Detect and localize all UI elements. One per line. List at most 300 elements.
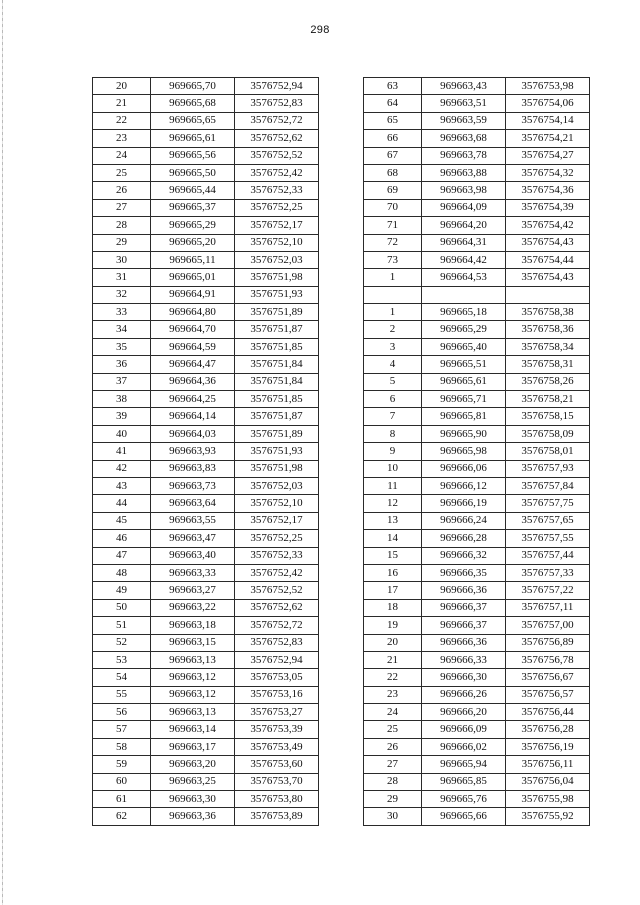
point-number-cell: 26 [93, 182, 151, 199]
x-coordinate-cell: 969663,17 [151, 738, 235, 755]
table-row [364, 95, 590, 112]
x-coordinate-cell: 969664,53 [422, 269, 506, 286]
x-coordinate-cell: 969663,14 [151, 721, 235, 738]
y-coordinate-cell: 3576752,52 [235, 582, 319, 599]
table-row [364, 460, 590, 477]
table-row [364, 617, 590, 634]
point-number-cell: 19 [364, 617, 422, 634]
table-row [93, 773, 319, 790]
x-coordinate-cell: 969664,47 [151, 356, 235, 373]
y-coordinate-cell: 3576756,44 [506, 704, 590, 721]
point-number-cell: 20 [93, 78, 151, 95]
y-coordinate-cell: 3576751,84 [235, 373, 319, 390]
point-number-cell: 27 [93, 199, 151, 216]
x-coordinate-cell: 969665,51 [422, 356, 506, 373]
table-row [364, 112, 590, 129]
point-number-cell: 36 [93, 356, 151, 373]
table-row [364, 304, 590, 321]
y-coordinate-cell: 3576757,75 [506, 495, 590, 512]
table-row [364, 547, 590, 564]
y-coordinate-cell: 3576753,39 [235, 721, 319, 738]
y-coordinate-cell: 3576756,04 [506, 773, 590, 790]
table-row [93, 112, 319, 129]
x-coordinate-cell: 969665,98 [422, 443, 506, 460]
y-coordinate-cell: 3576754,39 [506, 199, 590, 216]
table-row [93, 78, 319, 95]
point-number-cell: 67 [364, 147, 422, 164]
x-coordinate-cell: 969666,37 [422, 599, 506, 616]
y-coordinate-cell: 3576752,72 [235, 617, 319, 634]
y-coordinate-cell [506, 286, 590, 303]
y-coordinate-cell: 3576753,60 [235, 756, 319, 773]
table-row [364, 199, 590, 216]
point-number-cell: 9 [364, 443, 422, 460]
point-number-cell: 58 [93, 738, 151, 755]
point-number-cell: 6 [364, 391, 422, 408]
x-coordinate-cell: 969666,19 [422, 495, 506, 512]
table-row [364, 530, 590, 547]
table-row [364, 217, 590, 234]
point-number-cell: 60 [93, 773, 151, 790]
y-coordinate-cell: 3576751,85 [235, 391, 319, 408]
page-number: 298 [310, 24, 330, 36]
point-number-cell: 23 [364, 686, 422, 703]
y-coordinate-cell: 3576756,19 [506, 738, 590, 755]
point-number-cell: 41 [93, 443, 151, 460]
table-row [364, 686, 590, 703]
y-coordinate-cell: 3576753,27 [235, 704, 319, 721]
x-coordinate-cell: 969664,31 [422, 234, 506, 251]
y-coordinate-cell: 3576755,98 [506, 791, 590, 808]
x-coordinate-cell: 969665,68 [151, 95, 235, 112]
table-row [364, 373, 590, 390]
table-row [364, 182, 590, 199]
x-coordinate-cell: 969666,36 [422, 634, 506, 651]
y-coordinate-cell: 3576756,11 [506, 756, 590, 773]
x-coordinate-cell: 969664,59 [151, 338, 235, 355]
point-number-cell: 65 [364, 112, 422, 129]
y-coordinate-cell: 3576752,33 [235, 547, 319, 564]
table-row [93, 530, 319, 547]
y-coordinate-cell: 3576751,89 [235, 425, 319, 442]
y-coordinate-cell: 3576757,55 [506, 530, 590, 547]
table-row [364, 251, 590, 268]
point-number-cell: 8 [364, 425, 422, 442]
table-row [364, 234, 590, 251]
y-coordinate-cell: 3576758,31 [506, 356, 590, 373]
y-coordinate-cell: 3576752,10 [235, 495, 319, 512]
table-row [93, 704, 319, 721]
table-row [93, 304, 319, 321]
table-row [364, 338, 590, 355]
point-number-cell: 1 [364, 269, 422, 286]
point-number-cell: 45 [93, 512, 151, 529]
y-coordinate-cell: 3576758,21 [506, 391, 590, 408]
y-coordinate-cell: 3576753,70 [235, 773, 319, 790]
coordinates-table-left-body [93, 78, 319, 826]
point-number-cell: 13 [364, 512, 422, 529]
table-row [364, 756, 590, 773]
table-row [93, 756, 319, 773]
y-coordinate-cell: 3576756,57 [506, 686, 590, 703]
y-coordinate-cell: 3576752,03 [235, 477, 319, 494]
point-number-cell: 68 [364, 164, 422, 181]
x-coordinate-cell: 969665,50 [151, 164, 235, 181]
point-number-cell: 52 [93, 634, 151, 651]
y-coordinate-cell: 3576752,72 [235, 112, 319, 129]
x-coordinate-cell: 969665,40 [422, 338, 506, 355]
table-row [93, 669, 319, 686]
table-row [364, 269, 590, 286]
x-coordinate-cell: 969665,94 [422, 756, 506, 773]
x-coordinate-cell: 969666,26 [422, 686, 506, 703]
x-coordinate-cell: 969663,98 [422, 182, 506, 199]
x-coordinate-cell: 969663,59 [422, 112, 506, 129]
point-number-cell: 54 [93, 669, 151, 686]
x-coordinate-cell: 969666,06 [422, 460, 506, 477]
table-row [364, 425, 590, 442]
x-coordinate-cell: 969666,36 [422, 582, 506, 599]
point-number-cell: 2 [364, 321, 422, 338]
point-number-cell: 42 [93, 460, 151, 477]
x-coordinate-cell: 969665,61 [422, 373, 506, 390]
point-number-cell: 63 [364, 78, 422, 95]
y-coordinate-cell: 3576754,44 [506, 251, 590, 268]
table-row [93, 321, 319, 338]
table-row [364, 669, 590, 686]
x-coordinate-cell: 969663,47 [151, 530, 235, 547]
point-number-cell: 44 [93, 495, 151, 512]
x-coordinate-cell: 969664,03 [151, 425, 235, 442]
point-number-cell: 53 [93, 651, 151, 668]
point-number-cell: 73 [364, 251, 422, 268]
point-number-cell: 40 [93, 425, 151, 442]
point-number-cell: 38 [93, 391, 151, 408]
x-coordinate-cell: 969663,68 [422, 130, 506, 147]
y-coordinate-cell: 3576757,11 [506, 599, 590, 616]
table-row [93, 808, 319, 825]
x-coordinate-cell: 969663,15 [151, 634, 235, 651]
y-coordinate-cell: 3576753,80 [235, 791, 319, 808]
table-row [364, 495, 590, 512]
x-coordinate-cell [422, 286, 506, 303]
y-coordinate-cell: 3576752,94 [235, 651, 319, 668]
table-row [93, 373, 319, 390]
x-coordinate-cell: 969663,22 [151, 599, 235, 616]
table-row [93, 617, 319, 634]
y-coordinate-cell: 3576752,83 [235, 95, 319, 112]
point-number-cell: 11 [364, 477, 422, 494]
y-coordinate-cell: 3576751,85 [235, 338, 319, 355]
point-number-cell: 17 [364, 582, 422, 599]
table-row [93, 634, 319, 651]
point-number-cell: 47 [93, 547, 151, 564]
y-coordinate-cell: 3576758,15 [506, 408, 590, 425]
point-number-cell: 25 [93, 164, 151, 181]
x-coordinate-cell: 969663,83 [151, 460, 235, 477]
point-number-cell: 51 [93, 617, 151, 634]
x-coordinate-cell: 969666,20 [422, 704, 506, 721]
table-row [364, 651, 590, 668]
table-row [93, 425, 319, 442]
table-row [93, 791, 319, 808]
x-coordinate-cell: 969663,33 [151, 564, 235, 581]
x-coordinate-cell: 969664,42 [422, 251, 506, 268]
x-coordinate-cell: 969665,85 [422, 773, 506, 790]
point-number-cell: 31 [93, 269, 151, 286]
point-number-cell: 69 [364, 182, 422, 199]
table-row [364, 599, 590, 616]
point-number-cell [364, 286, 422, 303]
table-row [364, 791, 590, 808]
table-row [364, 634, 590, 651]
x-coordinate-cell: 969666,33 [422, 651, 506, 668]
table-row [364, 773, 590, 790]
table-row [93, 460, 319, 477]
point-number-cell: 32 [93, 286, 151, 303]
point-number-cell: 50 [93, 599, 151, 616]
x-coordinate-cell: 969664,36 [151, 373, 235, 390]
y-coordinate-cell: 3576756,28 [506, 721, 590, 738]
x-coordinate-cell: 969666,37 [422, 617, 506, 634]
y-coordinate-cell: 3576751,87 [235, 408, 319, 425]
table-row [364, 738, 590, 755]
point-number-cell: 48 [93, 564, 151, 581]
y-coordinate-cell: 3576758,34 [506, 338, 590, 355]
point-number-cell: 12 [364, 495, 422, 512]
y-coordinate-cell: 3576754,14 [506, 112, 590, 129]
table-row [93, 599, 319, 616]
table-row [364, 78, 590, 95]
point-number-cell: 26 [364, 738, 422, 755]
point-number-cell: 62 [93, 808, 151, 825]
y-coordinate-cell: 3576752,94 [235, 78, 319, 95]
table-row [364, 443, 590, 460]
coordinates-table-right [363, 77, 590, 826]
y-coordinate-cell: 3576752,17 [235, 217, 319, 234]
y-coordinate-cell: 3576752,52 [235, 147, 319, 164]
y-coordinate-cell: 3576751,84 [235, 356, 319, 373]
y-coordinate-cell: 3576753,16 [235, 686, 319, 703]
table-row [364, 356, 590, 373]
point-number-cell: 59 [93, 756, 151, 773]
table-row [93, 251, 319, 268]
x-coordinate-cell: 969663,43 [422, 78, 506, 95]
x-coordinate-cell: 969663,36 [151, 808, 235, 825]
table-row [93, 95, 319, 112]
table-row [93, 217, 319, 234]
point-number-cell: 29 [364, 791, 422, 808]
x-coordinate-cell: 969663,93 [151, 443, 235, 460]
table-row [93, 686, 319, 703]
y-coordinate-cell: 3576754,42 [506, 217, 590, 234]
y-coordinate-cell: 3576752,62 [235, 599, 319, 616]
x-coordinate-cell: 969663,51 [422, 95, 506, 112]
y-coordinate-cell: 3576752,62 [235, 130, 319, 147]
y-coordinate-cell: 3576758,38 [506, 304, 590, 321]
y-coordinate-cell: 3576757,65 [506, 512, 590, 529]
x-coordinate-cell: 969663,30 [151, 791, 235, 808]
x-coordinate-cell: 969665,01 [151, 269, 235, 286]
y-coordinate-cell: 3576757,93 [506, 460, 590, 477]
point-number-cell: 24 [93, 147, 151, 164]
point-number-cell: 64 [364, 95, 422, 112]
x-coordinate-cell: 969664,70 [151, 321, 235, 338]
table-row [364, 408, 590, 425]
table-row [364, 147, 590, 164]
x-coordinate-cell: 969665,20 [151, 234, 235, 251]
table-row [364, 721, 590, 738]
point-number-cell: 20 [364, 634, 422, 651]
point-number-cell: 27 [364, 756, 422, 773]
y-coordinate-cell: 3576756,89 [506, 634, 590, 651]
y-coordinate-cell: 3576754,32 [506, 164, 590, 181]
point-number-cell: 1 [364, 304, 422, 321]
x-coordinate-cell: 969665,29 [151, 217, 235, 234]
point-number-cell: 28 [93, 217, 151, 234]
x-coordinate-cell: 969665,61 [151, 130, 235, 147]
y-coordinate-cell: 3576751,98 [235, 269, 319, 286]
x-coordinate-cell: 969665,56 [151, 147, 235, 164]
y-coordinate-cell: 3576752,42 [235, 164, 319, 181]
table-row [364, 512, 590, 529]
y-coordinate-cell: 3576754,21 [506, 130, 590, 147]
table-row [93, 547, 319, 564]
x-coordinate-cell: 969666,12 [422, 477, 506, 494]
point-number-cell: 16 [364, 564, 422, 581]
x-coordinate-cell: 969663,88 [422, 164, 506, 181]
point-number-cell: 34 [93, 321, 151, 338]
y-coordinate-cell: 3576758,01 [506, 443, 590, 460]
y-coordinate-cell: 3576757,22 [506, 582, 590, 599]
y-coordinate-cell: 3576756,67 [506, 669, 590, 686]
point-number-cell: 22 [93, 112, 151, 129]
y-coordinate-cell: 3576755,92 [506, 808, 590, 825]
point-number-cell: 35 [93, 338, 151, 355]
table-row [93, 164, 319, 181]
point-number-cell: 22 [364, 669, 422, 686]
x-coordinate-cell: 969665,11 [151, 251, 235, 268]
y-coordinate-cell: 3576754,06 [506, 95, 590, 112]
table-row [364, 164, 590, 181]
point-number-cell: 21 [93, 95, 151, 112]
table-row [93, 338, 319, 355]
y-coordinate-cell: 3576752,10 [235, 234, 319, 251]
x-coordinate-cell: 969666,30 [422, 669, 506, 686]
table-row [364, 286, 590, 303]
point-number-cell: 57 [93, 721, 151, 738]
point-number-cell: 61 [93, 791, 151, 808]
x-coordinate-cell: 969665,76 [422, 791, 506, 808]
x-coordinate-cell: 969666,35 [422, 564, 506, 581]
table-row [93, 721, 319, 738]
y-coordinate-cell: 3576756,78 [506, 651, 590, 668]
x-coordinate-cell: 969665,44 [151, 182, 235, 199]
y-coordinate-cell: 3576753,05 [235, 669, 319, 686]
point-number-cell: 7 [364, 408, 422, 425]
point-number-cell: 46 [93, 530, 151, 547]
point-number-cell: 3 [364, 338, 422, 355]
point-number-cell: 28 [364, 773, 422, 790]
table-row [93, 512, 319, 529]
x-coordinate-cell: 969664,09 [422, 199, 506, 216]
point-number-cell: 5 [364, 373, 422, 390]
y-coordinate-cell: 3576753,98 [506, 78, 590, 95]
table-row [93, 147, 319, 164]
x-coordinate-cell: 969665,29 [422, 321, 506, 338]
y-coordinate-cell: 3576751,87 [235, 321, 319, 338]
y-coordinate-cell: 3576751,93 [235, 443, 319, 460]
point-number-cell: 56 [93, 704, 151, 721]
table-row [93, 130, 319, 147]
y-coordinate-cell: 3576753,49 [235, 738, 319, 755]
table-row [93, 286, 319, 303]
x-coordinate-cell: 969663,20 [151, 756, 235, 773]
point-number-cell: 39 [93, 408, 151, 425]
table-row [93, 391, 319, 408]
x-coordinate-cell: 969664,14 [151, 408, 235, 425]
table-row [93, 199, 319, 216]
point-number-cell: 4 [364, 356, 422, 373]
y-coordinate-cell: 3576751,98 [235, 460, 319, 477]
y-coordinate-cell: 3576754,43 [506, 269, 590, 286]
point-number-cell: 14 [364, 530, 422, 547]
x-coordinate-cell: 969664,91 [151, 286, 235, 303]
point-number-cell: 24 [364, 704, 422, 721]
y-coordinate-cell: 3576754,36 [506, 182, 590, 199]
table-row [364, 704, 590, 721]
y-coordinate-cell: 3576754,43 [506, 234, 590, 251]
point-number-cell: 18 [364, 599, 422, 616]
y-coordinate-cell: 3576753,89 [235, 808, 319, 825]
y-coordinate-cell: 3576758,09 [506, 425, 590, 442]
y-coordinate-cell: 3576752,83 [235, 634, 319, 651]
x-coordinate-cell: 969665,66 [422, 808, 506, 825]
table-row [93, 564, 319, 581]
y-coordinate-cell: 3576757,00 [506, 617, 590, 634]
table-row [364, 582, 590, 599]
x-coordinate-cell: 969665,18 [422, 304, 506, 321]
x-coordinate-cell: 969666,28 [422, 530, 506, 547]
point-number-cell: 72 [364, 234, 422, 251]
y-coordinate-cell: 3576752,25 [235, 530, 319, 547]
point-number-cell: 66 [364, 130, 422, 147]
point-number-cell: 33 [93, 304, 151, 321]
table-row [93, 495, 319, 512]
coordinates-table-right-body [364, 78, 590, 826]
table-row [93, 269, 319, 286]
point-number-cell: 37 [93, 373, 151, 390]
x-coordinate-cell: 969663,13 [151, 704, 235, 721]
y-coordinate-cell: 3576757,84 [506, 477, 590, 494]
point-number-cell: 25 [364, 721, 422, 738]
table-row [364, 130, 590, 147]
point-number-cell: 30 [364, 808, 422, 825]
table-row [93, 651, 319, 668]
point-number-cell: 29 [93, 234, 151, 251]
y-coordinate-cell: 3576752,42 [235, 564, 319, 581]
y-coordinate-cell: 3576751,89 [235, 304, 319, 321]
table-row [364, 391, 590, 408]
y-coordinate-cell: 3576758,26 [506, 373, 590, 390]
y-coordinate-cell: 3576752,25 [235, 199, 319, 216]
point-number-cell: 23 [93, 130, 151, 147]
y-coordinate-cell: 3576752,03 [235, 251, 319, 268]
y-coordinate-cell: 3576754,27 [506, 147, 590, 164]
x-coordinate-cell: 969665,81 [422, 408, 506, 425]
point-number-cell: 43 [93, 477, 151, 494]
x-coordinate-cell: 969663,13 [151, 651, 235, 668]
